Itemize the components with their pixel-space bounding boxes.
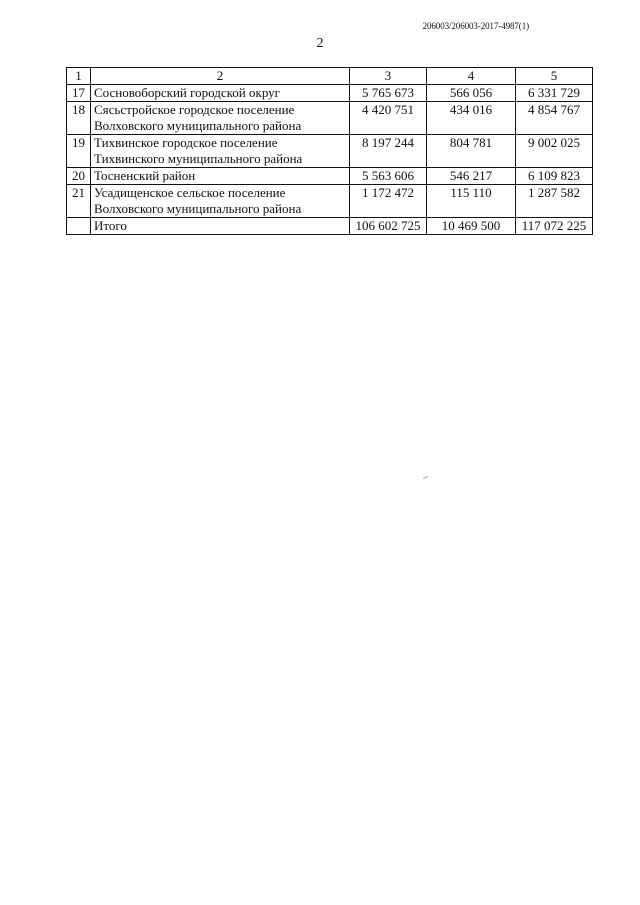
document-id: 206003/206003-2017-4987(1) (422, 21, 529, 31)
table-row (67, 135, 593, 168)
column-header-2: 2 (91, 68, 350, 85)
row-value-5: 4 854 767 (516, 102, 593, 135)
row-value-3: 5 563 606 (350, 168, 427, 185)
row-name (91, 168, 350, 185)
row-name-line: Сосновоборский городской округ (94, 85, 280, 100)
page-number: 2 (316, 36, 324, 51)
row-number: 19 (67, 135, 91, 168)
row-value-5: 6 109 823 (516, 168, 593, 185)
table-header-row (67, 68, 593, 85)
row-value-4: 546 217 (427, 168, 516, 185)
total-value-3: 106 602 725 (350, 218, 427, 235)
column-header-4: 4 (427, 68, 516, 85)
total-label: Итого (91, 218, 350, 235)
column-header-3: 3 (350, 68, 427, 85)
row-value-5: 1 287 582 (516, 185, 593, 218)
total-value-4: 10 469 500 (427, 218, 516, 235)
row-value-3: 8 197 244 (350, 135, 427, 168)
row-value-5: 6 331 729 (516, 85, 593, 102)
row-value-3: 4 420 751 (350, 102, 427, 135)
row-value-4: 115 110 (427, 185, 516, 218)
row-name-line: Усадищенское сельское поселение (94, 185, 286, 200)
scan-speck (423, 476, 428, 479)
column-header-5: 5 (516, 68, 593, 85)
row-value-4: 434 016 (427, 102, 516, 135)
row-name (91, 85, 350, 102)
row-value-4: 566 056 (427, 85, 516, 102)
row-name-line: Тихвинское городское поселение (94, 135, 278, 150)
table-row (67, 85, 593, 102)
row-name-line: Сясьстройское городское поселение (94, 102, 295, 117)
row-name (91, 135, 350, 168)
row-number: 21 (67, 185, 91, 218)
row-value-3: 1 172 472 (350, 185, 427, 218)
table-row (67, 168, 593, 185)
data-table (66, 67, 593, 235)
table-row (67, 102, 593, 135)
row-name-line: Волховского муниципального района (94, 118, 302, 133)
row-number: 17 (67, 85, 91, 102)
row-value-3: 5 765 673 (350, 85, 427, 102)
row-value-4: 804 781 (427, 135, 516, 168)
row-name (91, 102, 350, 135)
table-row (67, 185, 593, 218)
total-value-5: 117 072 225 (516, 218, 593, 235)
row-name-line: Тихвинского муниципального района (94, 151, 303, 166)
total-number (67, 218, 91, 235)
column-header-1: 1 (67, 68, 91, 85)
row-name (91, 185, 350, 218)
row-value-5: 9 002 025 (516, 135, 593, 168)
row-number: 20 (67, 168, 91, 185)
row-name-line: Тосненский район (94, 168, 196, 183)
row-number: 18 (67, 102, 91, 135)
total-row (67, 218, 593, 235)
row-name-line: Волховского муниципального района (94, 201, 302, 216)
